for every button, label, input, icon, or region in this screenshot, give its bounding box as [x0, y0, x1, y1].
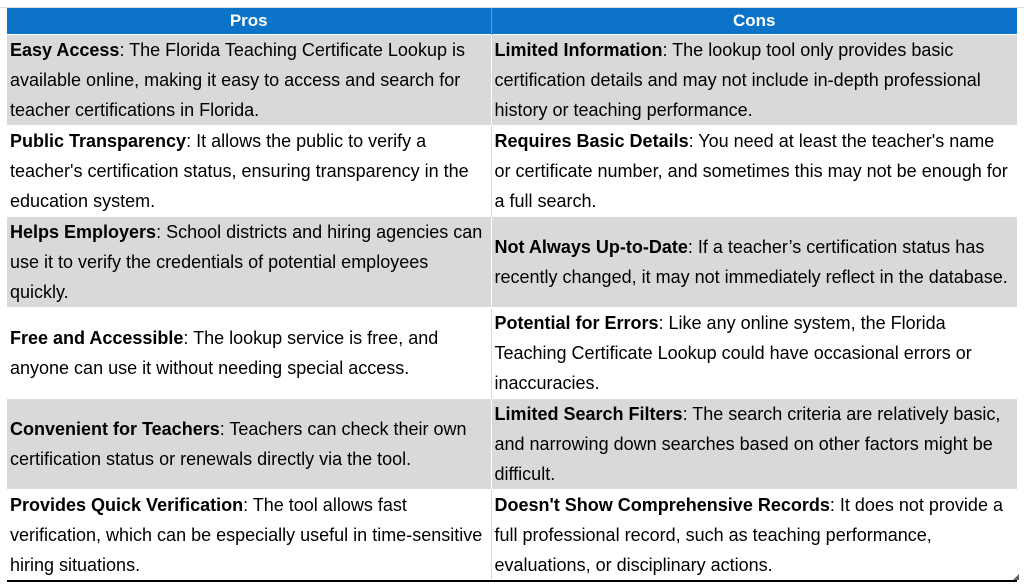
con-cell[interactable]	[491, 217, 1017, 308]
pro-cell[interactable]	[7, 217, 491, 308]
pro-term: Public Transparency	[10, 131, 187, 151]
table-row	[7, 126, 1017, 217]
con-text: : You need at least the teacher's name or certificate number, and sometimes this may not be enough for a full search.	[494, 131, 1008, 211]
pros-header[interactable]: Pros	[7, 8, 491, 35]
pro-cell[interactable]	[7, 399, 491, 490]
con-cell[interactable]	[491, 35, 1017, 126]
con-text: : It does not provide a full professional record, such as teaching performance, evaluations, or disciplinary actions.	[494, 495, 1003, 575]
con-cell[interactable]	[491, 126, 1017, 217]
pro-term: Helps Employers	[10, 222, 157, 242]
table-row	[7, 35, 1017, 126]
pro-term: Provides Quick Verification	[10, 495, 244, 515]
pro-text: : Teachers can check their own certification status or renewals directly via the tool.	[10, 419, 467, 469]
pro-cell[interactable]	[7, 35, 491, 126]
header-row	[7, 8, 1017, 35]
table-row	[7, 308, 1017, 399]
pros-cons-table	[7, 8, 1017, 582]
con-text: : The lookup tool only provides basic certification details and may not include in-depth professional history or teaching performance.	[494, 40, 981, 120]
con-text: : Like any online system, the Florida Teaching Certificate Lookup could have occasional errors or inaccuracies.	[494, 313, 972, 393]
con-cell[interactable]	[491, 308, 1017, 399]
pro-text: : The Florida Teaching Certificate Lookup is available online, making it easy to access and search for teacher certifications in Florida.	[10, 40, 465, 120]
pro-cell[interactable]	[7, 308, 491, 399]
table-row	[7, 490, 1017, 582]
pro-term: Easy Access	[10, 40, 120, 60]
pro-text: : The lookup service is free, and anyone can use it without needing special access.	[10, 328, 439, 378]
con-term: Doesn't Show Comprehensive Records	[494, 495, 830, 515]
con-cell[interactable]	[491, 399, 1017, 490]
cons-header[interactable]: Cons	[491, 8, 1017, 35]
table-row	[7, 217, 1017, 308]
table-resize-handle[interactable]	[1013, 574, 1019, 580]
con-term: Limited Search Filters	[494, 404, 683, 424]
pro-cell[interactable]	[7, 490, 491, 582]
pro-text: : It allows the public to verify a teacher's certification status, ensuring transparency in the education system.	[10, 131, 469, 211]
table-row	[7, 399, 1017, 490]
con-term: Potential for Errors	[494, 313, 659, 333]
previous-row-strip	[0, 0, 1024, 8]
pro-term: Convenient for Teachers	[10, 419, 220, 439]
con-text: : If a teacher’s certification status has recently changed, it may not immediately reflect in the database.	[494, 237, 1008, 287]
con-text: : The search criteria are relatively basic, and narrowing down searches based on other factors might be difficult.	[494, 404, 1001, 484]
con-cell[interactable]	[491, 490, 1017, 582]
con-term: Not Always Up-to-Date	[494, 237, 688, 257]
pro-term: Free and Accessible	[10, 328, 184, 348]
con-term: Requires Basic Details	[494, 131, 689, 151]
pro-cell[interactable]	[7, 126, 491, 217]
pro-text: : School districts and hiring agencies can use it to verify the credentials of potential employees quickly.	[10, 222, 483, 302]
pro-text: : The tool allows fast verification, which can be especially useful in time-sensitive hiring situations.	[10, 495, 483, 575]
con-term: Limited Information	[494, 40, 663, 60]
